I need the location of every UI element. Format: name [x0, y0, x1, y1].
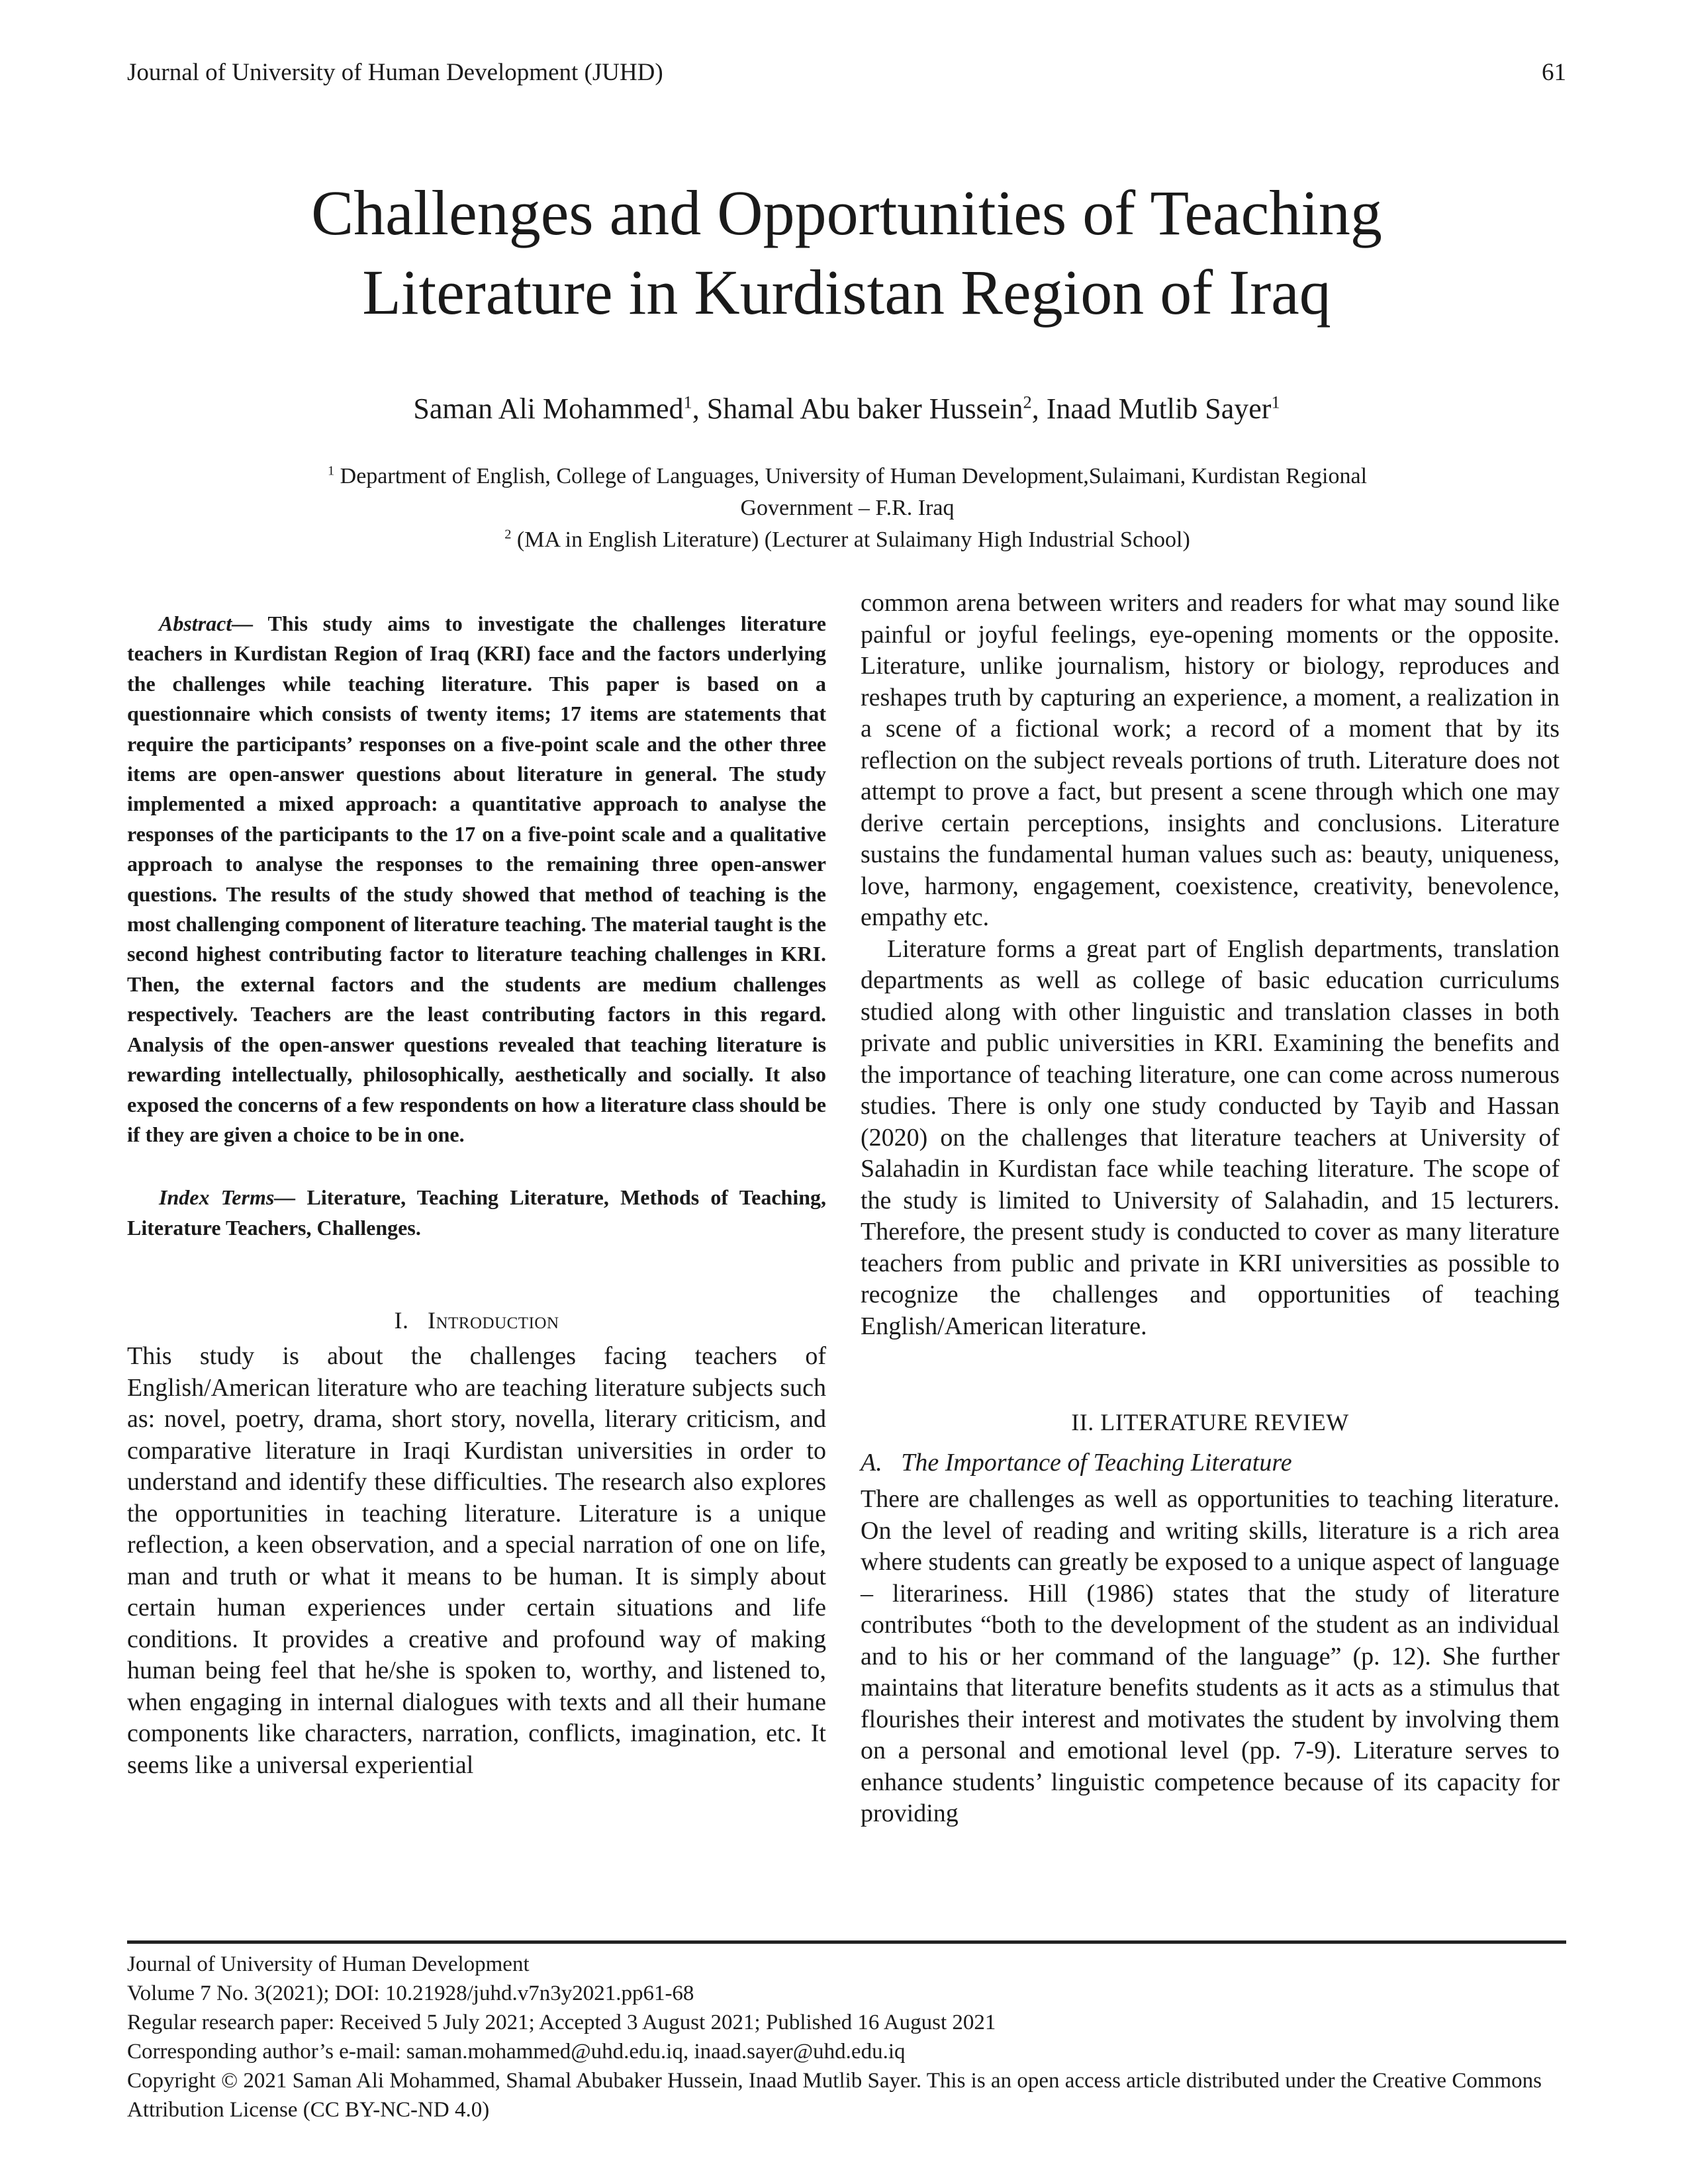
footer — [127, 1950, 1566, 2124]
right-column — [861, 588, 1560, 1830]
affiliation-mark: 1 — [327, 463, 335, 478]
index-terms-text: Literature, Teaching Literature, Methods of Teaching, Literature Teachers, Challenges. — [127, 1185, 827, 1240]
title-line-2: Literature in Kurdistan Region of Iraq — [362, 257, 1331, 328]
author-name: Shamal Abu baker Hussein — [706, 392, 1023, 425]
paper-title — [127, 173, 1566, 332]
footer-divider — [127, 1940, 1566, 1944]
section-heading-introduction: I. Introduction — [394, 1307, 559, 1334]
left-column — [127, 609, 826, 1781]
footer-journal: Journal of University of Human Development — [127, 1952, 530, 1976]
journal-name: Journal of University of Human Development (JUHD) — [127, 59, 663, 86]
section-heading-literature-review: II. LITERATURE REVIEW — [1071, 1409, 1349, 1435]
author-list — [127, 392, 1566, 426]
affiliation-mark: 2 — [504, 527, 512, 542]
author-name: Inaad Mutlib Sayer — [1046, 392, 1272, 425]
index-terms-label: Index Terms— — [159, 1185, 296, 1210]
title-line-1: Challenges and Opportunities of Teaching — [311, 177, 1382, 248]
body-paragraph: Literature forms a great part of English departments, translation departments as well as college of basic education curriculums studied along with other linguistic and translation classes in both private and public universities in KRI. Examining the benefits and the importance of teaching literature, one can come across numerous studies. There is only one study conducted by Tayib and Hassan (2020) on the challenges that literature teachers at University of Salahadin in Kurdistan face while teaching literature. The scope of the study is limited to University of Salahadin, and 15 lecturers. Therefore, the present study is conducted to cover as many literature teachers from public and private in KRI universities as possible to recognize the challenges and opportunities of teaching English/American literature. — [861, 934, 1560, 1340]
author-affiliation-mark: 1 — [1271, 392, 1280, 412]
subsection-heading: A. The Importance of Teaching Literature — [861, 1449, 1292, 1477]
introduction-paragraph: This study is about the challenges facing teachers of English/American literature who are teaching literature subjects such as: novel, poetry, drama, short story, novella, literary criticism, and comparative literature in Iraqi Kurdistan universities in order to understand and identify these difficulties. The research also explores the opportunities in teaching literature. Literature is a unique reflection, a keen observation, and a special narration of one on life, man and truth or what it means to be human. It is simply about certain human experiences under certain situations and life conditions. It provides a creative and profound way of making human being feel that he/she is spoken to, worthy, and listened to, when engaging in internal dialogues with texts and all their humane components like characters, narration, conflicts, imagination, etc. It seems like a universal experiential — [127, 1342, 826, 1779]
index-terms — [127, 1183, 826, 1243]
author-separator: , — [1031, 392, 1047, 425]
author-name: Saman Ali Mohammed — [413, 392, 684, 425]
author-affiliation-mark: 2 — [1023, 392, 1032, 412]
author-separator: , — [692, 392, 707, 425]
running-header — [127, 58, 1566, 91]
affiliation-1-cont: Government – F.R. Iraq — [740, 496, 955, 520]
footer-copyright: Copyright © 2021 Saman Ali Mohammed, Shamal Abubaker Hussein, Inaad Mutlib Sayer. This is an open access article distributed under the Creative Commons Attribution License (CC BY-NC-ND 4.0) — [127, 2069, 1542, 2122]
body-paragraph: There are challenges as well as opportunities to teaching literature. On the level of reading and writing skills, literature is a rich area where students can greatly be exposed to a unique aspect of language – literariness. Hill (1986) states that the study of literature contributes “both to the development of the student as an individual and to his or her command of the language” (p. 12). She further maintains that literature benefits students as it acts as a stimulus that flourishes their interest and motivates the student by involving them on a personal and emotional level (pp. 7-9). Literature serves to enhance students’ linguistic competence because of its capacity for providing — [861, 1485, 1560, 1827]
page-number: 61 — [1542, 59, 1566, 86]
affiliation-1: $^1$ Department of English, College of Languages, University of Human Development,Sulaimani, Kurdistan Regional — [327, 463, 1368, 488]
abstract-text: This study aims to investigate the challenges literature teachers in Kurdistan Region of Iraq (KRI) face and the factors underlying the challenges while teaching literature. This paper is based on a questionnaire which consists of twenty items; 17 items are statements that require the participants’ responses on a five-point scale and the other three items are open-answer questions about literature in general. The study implemented a mixed approach: a quantitative approach to analyse the responses of the participants to the 17 on a five-point scale and a qualitative approach to analyse the responses to the remaining three open-answer questions. The results of the study showed that method of teaching is the most challenging component of literature teaching. The material taught is the second highest contributing factor to literature teaching challenges in KRI. Then, the external factors and the students are medium challenges respectively. Teachers are the least contributing factors in this regard. Analysis of the open-answer questions revealed that teaching literature is rewarding intellectually, philosophically, aesthetically and socially. It also exposed the concerns of a few respondents on how a literature class should be if they are given a choice to be in one. — [127, 612, 827, 1146]
affiliations — [199, 461, 1496, 556]
abstract — [127, 609, 826, 1150]
footer-dates: Regular research paper: Received 5 July 2021; Accepted 3 August 2021; Published 16 August 2021 — [127, 2011, 996, 2034]
footer-volume-doi: Volume 7 No. 3(2021); DOI: 10.21928/juhd.v7n3y2021.pp61-68 — [127, 1981, 694, 2005]
abstract-label: Abstract— — [159, 612, 254, 635]
affiliation-2: $^2$ (MA in English Literature) (Lecturer at Sulaimany High Industrial School) — [504, 527, 1190, 552]
footer-email: Corresponding author’s e-mail: saman.mohammed@uhd.edu.iq, inaad.sayer@uhd.edu.iq — [127, 2040, 906, 2064]
author-affiliation-mark: 1 — [683, 392, 692, 412]
body-paragraph: common arena between writers and readers for what may sound like painful or joyful feelings, eye-opening moments or the opposite. Literature, unlike journalism, history or biology, reproduces and reshapes truth by capturing an experience, a moment, a realization in a scene of a fictional work; a record of a moment that by its reflection on the subject reveals portions of truth. Literature does not attempt to prove a fact, but present a scene through which one may derive certain perceptions, insights and conclusions. Literature sustains the fundamental human values such as: beauty, uniqueness, love, harmony, engagement, coexistence, creativity, benevolence, empathy etc. — [861, 589, 1560, 931]
